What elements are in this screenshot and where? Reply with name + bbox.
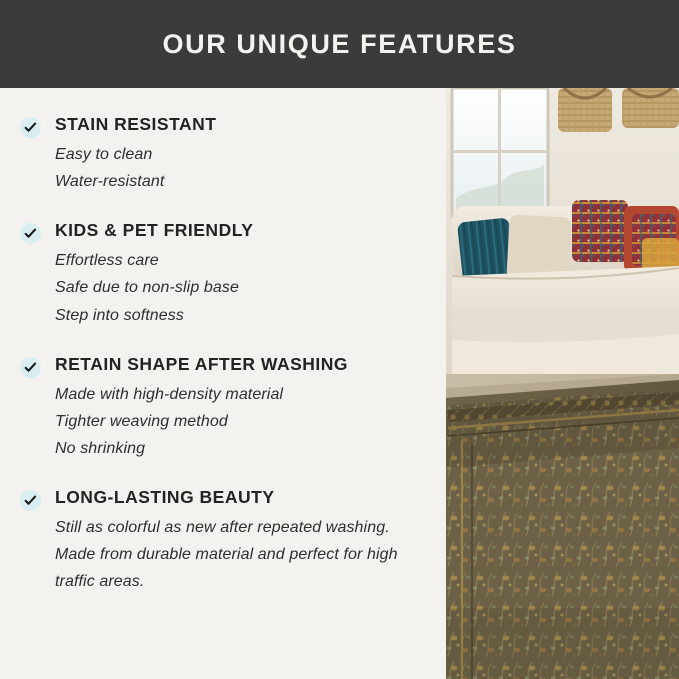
feature-detail-line: Easy to clean: [55, 145, 153, 163]
feature-title: LONG-LASTING BEAUTY: [55, 487, 275, 508]
feature-text: [55, 487, 430, 595]
feature-detail-lines: [55, 141, 216, 195]
header-banner: [0, 0, 679, 88]
feature-detail-line: Water-resistant: [55, 173, 165, 191]
page-title: OUR UNIQUE FEATURES: [162, 28, 517, 59]
feature-detail-line: Tighter weaving method: [55, 412, 228, 430]
list-item: [20, 220, 430, 328]
list-item: [20, 487, 430, 595]
content-area: [0, 88, 679, 679]
list-item: [20, 114, 430, 195]
feature-detail-line: No shrinking: [55, 439, 146, 457]
feature-text: [55, 354, 348, 462]
feature-detail-line: Safe due to non-slip base: [55, 279, 239, 297]
check-circle-icon: [20, 357, 41, 378]
feature-detail-lines: [55, 247, 253, 329]
feature-title: RETAIN SHAPE AFTER WASHING: [55, 353, 349, 374]
check-circle-icon: [20, 223, 41, 244]
feature-detail-lines: [55, 381, 348, 463]
feature-detail-line: Effortless care: [55, 252, 159, 270]
feature-detail-line: Made with high-density material: [55, 385, 284, 403]
feature-detail-line: Step into softness: [55, 306, 184, 324]
feature-text: [55, 220, 253, 328]
check-circle-icon: [20, 117, 41, 138]
check-circle-icon: [20, 490, 41, 511]
feature-text: [55, 114, 216, 195]
feature-detail-line: Still as colorful as new after repeated washing. Made from durable material and perfect for high traffic areas.: [55, 519, 398, 591]
living-room-photo: [446, 88, 679, 679]
list-item: [20, 354, 430, 462]
feature-title: STAIN RESISTANT: [55, 114, 217, 134]
features-list: [0, 88, 446, 679]
feature-detail-lines: [55, 514, 430, 596]
feature-title: KIDS & PET FRIENDLY: [55, 220, 254, 241]
